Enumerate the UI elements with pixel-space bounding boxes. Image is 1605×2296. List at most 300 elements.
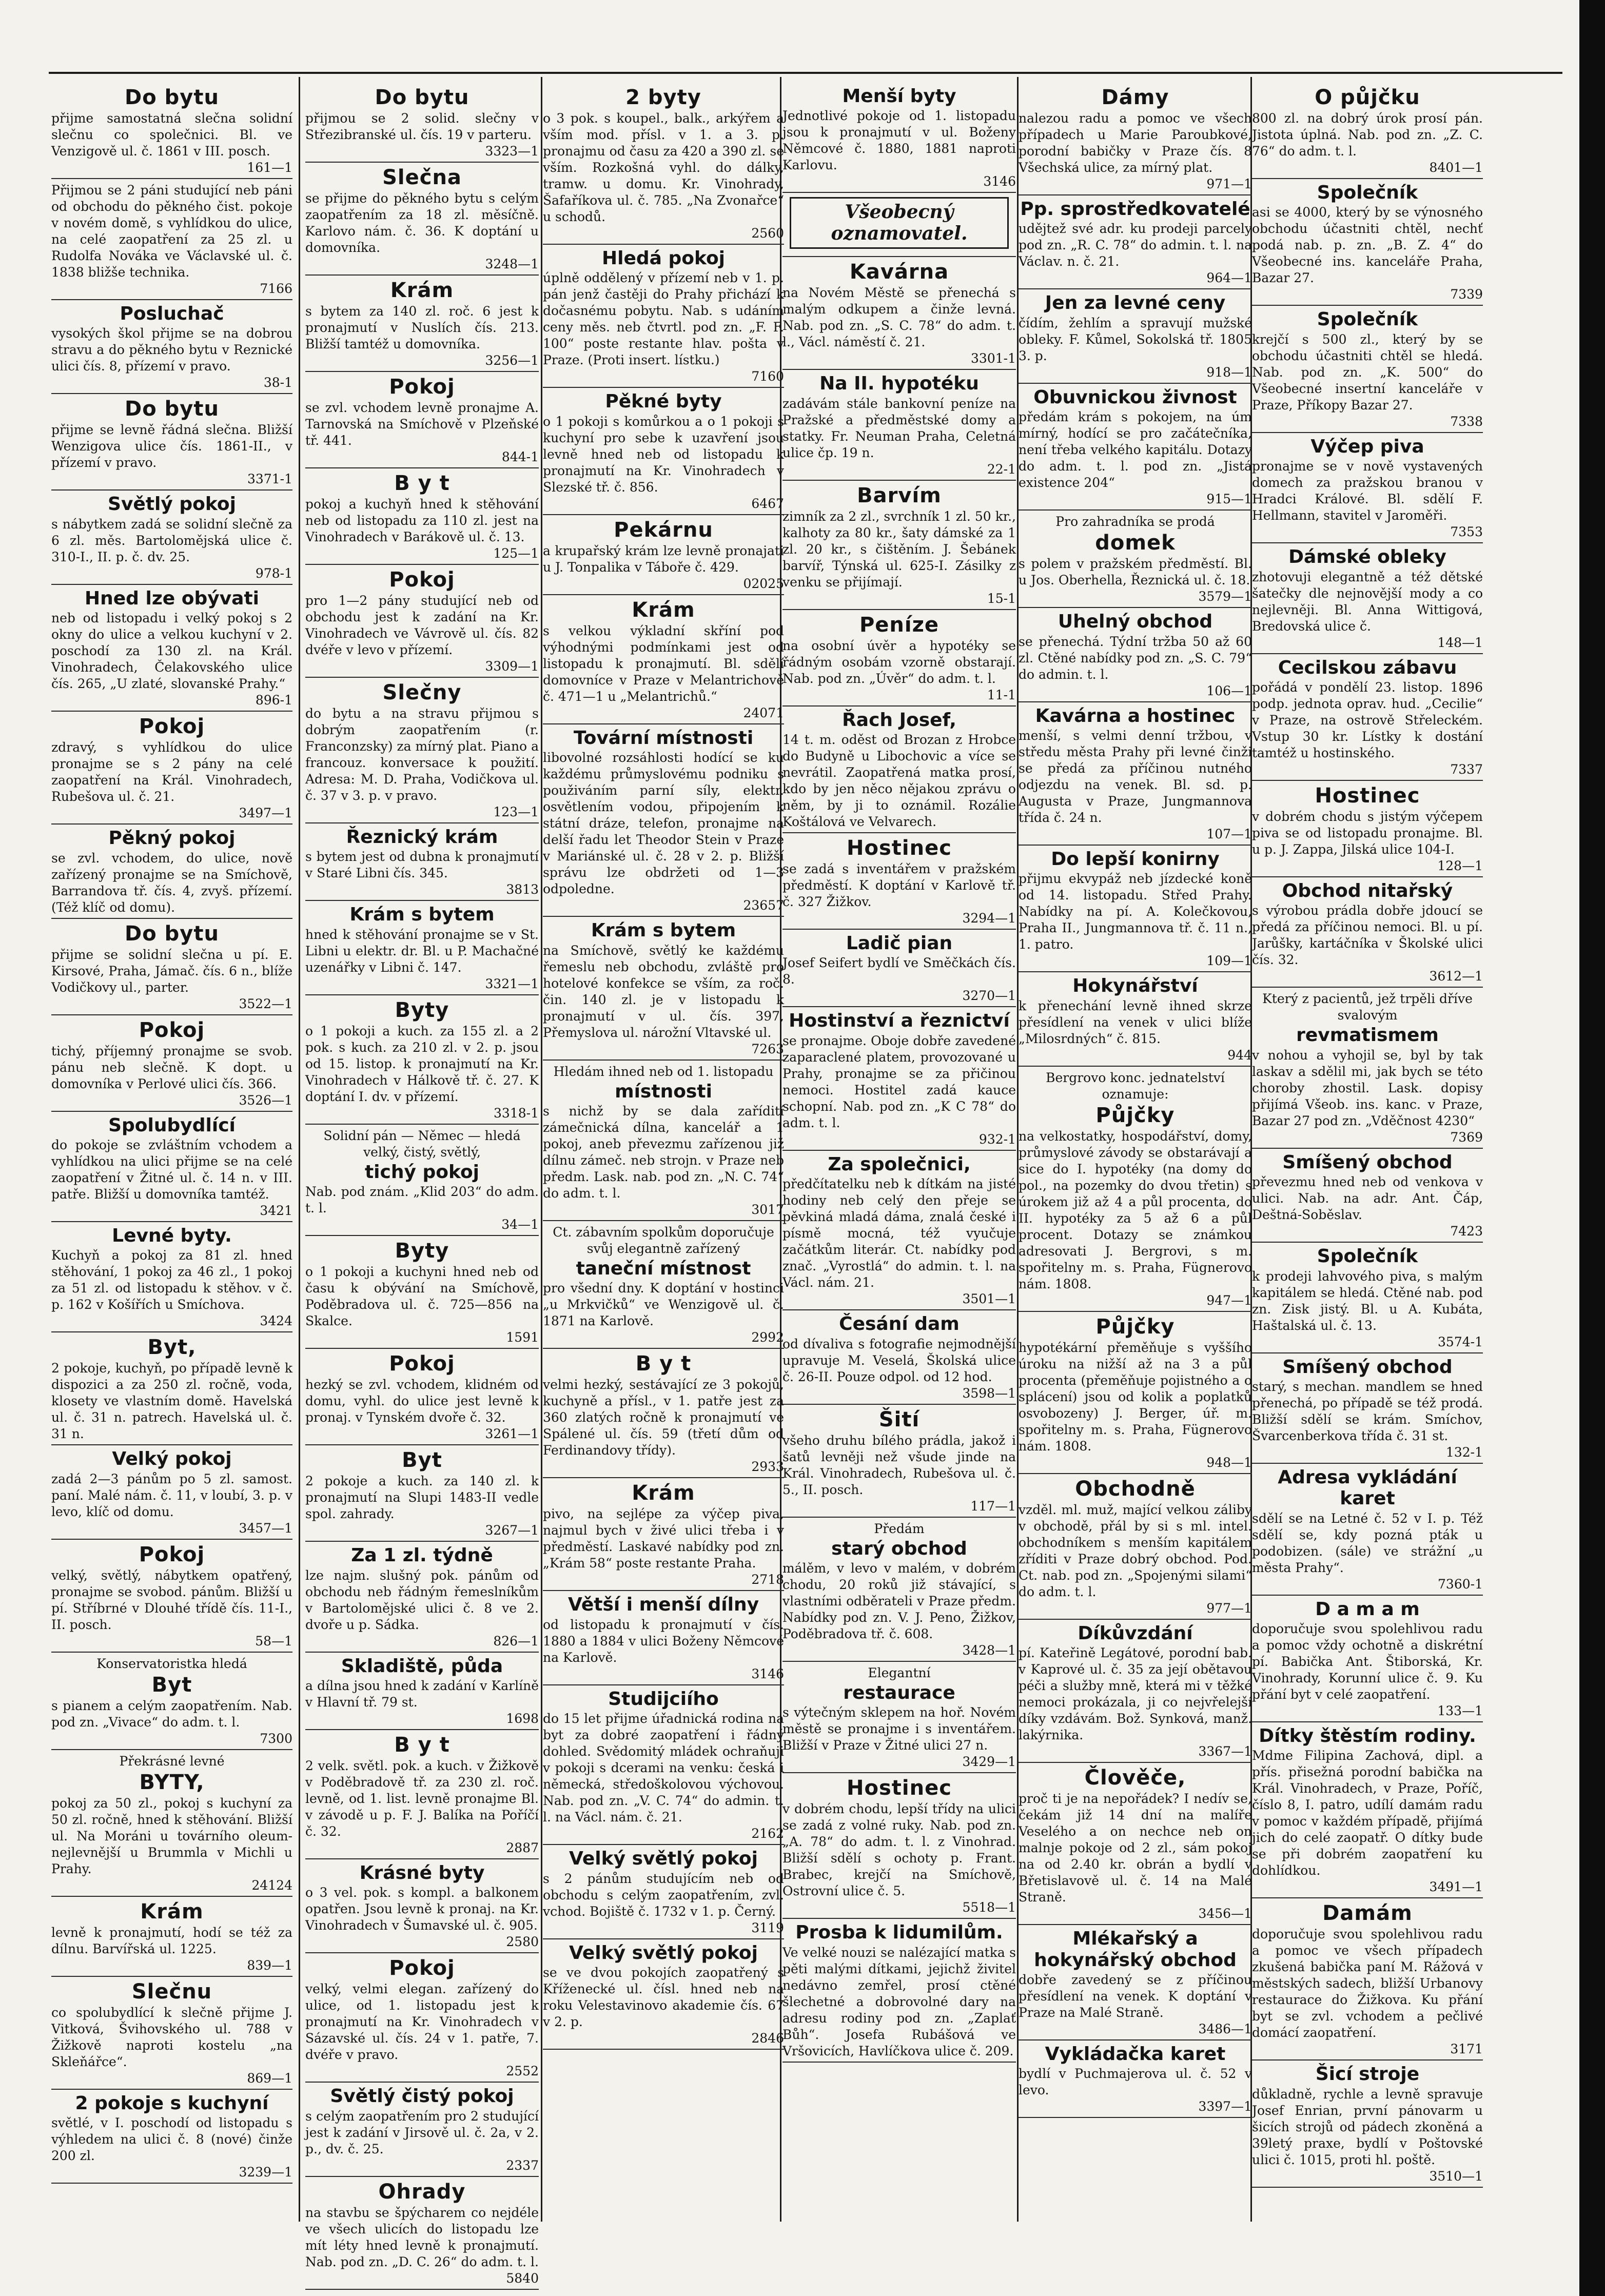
ad-headline: Pokoj [139,715,205,739]
classified-ad [51,922,292,1015]
ad-body: všeho druhu bílého prádla, jakož i šatů levněji než všude jinde na Král. Vinohradech, Rubešova ul. č. 5., II. posch. [782,1432,1016,1497]
ad-headline: Společník [1317,1246,1418,1267]
ad-number: 3017 [751,1202,784,1217]
ad-body: 800 zl. na dobrý úrok prosí pán. Jistota úplná. Nab. pod zn. „Z. C. 76“ do adm. t. l. [1252,111,1483,159]
ad-headline: Hledá pokoj [601,248,726,269]
ad-headline: BYTY, [139,1770,205,1794]
classified-ad [51,1900,292,1977]
ad-body: o 1 pokoji a kuchyni hned neb od času k obývání na Smíchově, Poděbradova ul. č. 725—856 na Skalce. [305,1264,539,1329]
ad-body: bydlí v Puchmajerova ul. č. 52 v levo. [1019,2066,1252,2098]
ad-body: s pianem a celým zaopatřením. Nab. pod zn. „Vivace“ do adm. t. l. [51,1698,292,1730]
ad-number: 3456—1 [1198,1906,1252,1921]
classified-ad [305,2180,539,2290]
ad-body: se přijme do pěkného bytu s celým zaopatřením za 18 zl. měsíčně. Karlovo nám. č. 36. K doptání u domovníka. [305,191,539,255]
classified-ad [51,1543,292,1653]
ad-body: se přenechá. Týdní tržba 50 až 60 zl. Ctěné nabídky pod zn. „S. C. 79“ do admin. t. l. [1019,634,1252,682]
ad-headline: Krám [632,1481,695,1505]
ad-number: 3526—1 [239,1092,292,1108]
ad-number: 915—1 [1206,492,1252,507]
ad-number: 148—1 [1437,635,1483,650]
classified-ad [782,1313,1016,1404]
classified-ad [305,681,539,823]
ad-headline: místnosti [615,1081,712,1102]
ad-body: čídím, žehlím a spravují mužské obleky. F. Kůmel, Sokolská tř. 1805 3. p. [1019,315,1252,363]
ad-body: levně k pronajmutí, hodí se též za dílnu. Barvířská ul. 1225. [51,1925,292,1956]
ad-number: 2162 [751,1826,784,1841]
classified-ad [1019,1766,1252,1925]
ad-body: 2 pokoje, kuchyň, po případě levně k dispozici a za 250 zl. ročně, voda, klosety ve vlastním domě. Havelská ul. č. 31 n. patrech. Havelská ul. č. 31 n. [51,1361,292,1442]
ad-body: na stavbu se špýcharem co nejdéle ve všech ulicích do listopadu lze mít léty hned levně k pronajmutí. Nab. pod zn. „D. C. 26“ do adm. t. l. [305,2205,539,2269]
ad-number: 7300 [260,1731,292,1746]
ad-headline: Hostinec [847,836,952,860]
ad-headline: Slečnu [131,1979,212,2004]
ad-body: Nab. pod znám. „Klid 203“ do adm. t. l. [305,1184,539,1216]
ad-headline: Krám [140,1899,204,1924]
ad-body: zdravý, s vyhlídkou do ulice pronajme se s 2 pány na celé zaopatření na Král. Vinohradech, Rubešova ul. č. 21. [51,740,292,804]
ad-body: s nichž by se dala zařídití zámečnická dílna, kancelář a 1 pokoj, aneb převezmu zařízenou již dílnu zámeč. neb strojn. v Praze neb předm. Lask. nab. pod zn. „N. C. 74“ do adm. t. l. [543,1103,784,1201]
classified-ad [1252,2064,1483,2187]
ad-body: zhotovuji elegantně a též dětské šatečky dle nejnovější mody a co nejlevněji. Bl. Anna Wittigová, Bredovská ulice č. [1252,569,1483,634]
classified-ad [1252,1901,1483,2060]
ad-number: 844-1 [501,449,539,464]
classified-ad [1019,849,1252,972]
ad-number: 3428—1 [962,1642,1016,1658]
ad-body: málěm, v levo v malém, v dobrém chodu, 20 roků již stávající, s vlastními odběrateli v Praze předm. Nabídky pod zn. V. J. Peno, Žižkov, Poděbradova tř. č. 608. [782,1560,1016,1641]
classified-ad [51,494,292,584]
ad-body: nalezou radu a pomoc ve všech případech u Marie Paroubkové, porodní babičky v Praze čís. 8 Všechská ulice, za mírný plat. [1019,111,1252,175]
classified-ad [782,373,1016,480]
ad-headline: Do bytu [125,397,219,421]
ad-body: starý, s mechan. mandlem se hned přenechá, po případě se též prodá. Bližší sdělí se krám. Smíchov, Švarcenberkova třída č. 31 st. [1252,1379,1483,1443]
classified-ad [1019,292,1252,383]
classified-ad [1252,182,1483,306]
classified-ad [1019,199,1252,289]
ad-headline: Mlékařský a hokynářský obchod [1034,1928,1237,1971]
classified-ad [305,1448,539,1542]
ad-lead-in: Solidní pán — Němec — hledá velký, čistý, světlý, [323,1128,521,1160]
ad-headline: Byty [395,998,449,1022]
classified-ad [51,828,292,918]
ad-number: 3429—1 [962,1754,1016,1770]
ad-body: do pokoje se zvláštním vchodem a vyhlídkou na ulici přijme se na celé zaopatření v Žitné ul. č. 14 n. v III. patře. Bližší u domovníka tamtéž. [51,1137,292,1202]
classified-ad [1019,1477,1252,1620]
ad-number: 7423 [1450,1224,1483,1239]
classified-ad [782,1922,1016,2062]
ad-number: 2933 [751,1459,784,1475]
classified-ad [305,1545,539,1652]
ad-headline: Obchod nitařský [1282,880,1453,901]
ad-number: 3421 [260,1203,292,1218]
classified-ad [1019,514,1252,608]
classified-ad [543,598,784,724]
ad-body: libovolné rozsáhlosti hodící se ku každému průmyslovému podniku s použiváním parní síly, elektr. osvětlením vodou, připojením k státní dráze, telefon, pronajme na delší řadu let Theodor Stein v Praze v Mariánské ul. č. 28 v 2. p. Bližší správu lze obdržeti od 1—3 odpoledne. [543,750,784,897]
ad-number: 2992 [751,1330,784,1345]
ad-body: pro všední dny. K doptání v hostinci „u Mrkvičků“ ve Wenzigově ul. č. 1871 na Karlově. [543,1281,784,1329]
classified-ad [51,1656,292,1750]
ad-body: zimník za 2 zl., svrchník 1 zl. 50 kr., kalhoty za 80 kr., šaty dámské za 1 zl. 20 kr., s čištěním. J. Šebánek barvíř, Týnská ul. 625-I. Zásilky z venku se přijímají. [782,508,1016,590]
classified-ad [782,260,1016,370]
ad-column-1 [51,85,292,2214]
ad-headline: Do bytu [125,86,219,109]
ad-number: 2580 [506,1934,539,1950]
ad-number: 7338 [1450,414,1483,429]
ad-headline: domek [1095,531,1176,555]
classified-ad [51,303,292,394]
classified-ad [543,1942,784,2050]
ad-number: 2560 [751,226,784,241]
ad-number: 2552 [506,2064,539,2079]
classified-ad [1019,611,1252,702]
ad-number: 3522—1 [239,996,292,1011]
classified-ad [782,710,1016,833]
classified-ad [782,1154,1016,1310]
ad-number: 3256—1 [485,353,539,368]
top-rule [49,72,1562,74]
ad-body: vysokých škol přijme se na dobrou stravu a do pěkného bytu v Reznické ulici čís. 8, přízemí v pravo. [51,326,292,374]
ad-body: doporučuje svou spolehlivou radu a pomoc ve všech případech zkušená babička paní M. Rážová v městských sadech, bližší Urbanovy restaurace do Žižkova. Ku přání byt se zvl. vchodem a pečlivé domácí zaopatření. [1252,1927,1483,2040]
ad-headline: Posluchač [120,303,224,324]
ad-body: do 15 let přijme úřadnická rodina na byt za dobré zaopatření i řádný dohled. Svědomitý mládek ochraňuji v pokoji s dcerami na venku: česká i německá, středoškolovou výchovou. Nab. pod zn. „V. C. 74“ do admin. t. l. na Václ. nám. č. 21. [543,1711,784,1825]
ad-headline: Půjčky [1095,1314,1175,1339]
ad-body: s výtečným sklepem na hoř. Novém městě se pronajme i s inventářem. Bližší v Praze v Žitné ulici 27 n. [782,1705,1016,1753]
ad-headline: restaurace [843,1682,955,1703]
ad-body: pro 1—2 pány studující neb od obchodu jest k zadání na Kr. Vinohradech ve Vávrově ul. čís. 82 dvéře v levo v přízemí. [305,593,539,657]
ad-body: pokoj a kuchyň hned k stěhování neb od listopadu za 110 zl. jest na Vinohradech v Barákově ul. č. 13. [305,497,539,544]
classified-ad [1019,975,1252,1066]
ad-headline: Spolubydlící [108,1114,236,1136]
classified-ad [305,1956,539,2083]
ad-body: v dobrém chodu s jistým výčepem piva se od listopadu pronajme. Bl. u p. J. Zappa, Jilská ulice 104-I. [1252,809,1483,857]
classified-ad [543,1481,784,1591]
ad-lead-in: Předám [874,1521,925,1536]
classified-ad [1252,1599,1483,1722]
ad-body: udějtež své adr. ku prodeji parcely pod zn. „R. C. 78“ do admin. t. l. na Václav. n. č. 21. [1019,221,1252,269]
ad-number: 3486—1 [1198,2021,1252,2036]
ad-headline: Do lepší konirny [1051,848,1220,870]
ad-body: asi se 4000, který by se výnosného obchodu účastniti chtěl, nechť podá nab. p. zn. „B. Z. 4“ do Všeobecné ins. kanceláře Praha, Bazar 27. [1252,205,1483,286]
classified-ad [782,613,1016,707]
classified-ad [51,588,292,712]
ad-headline: Pekárnu [614,518,713,542]
classified-ad [1252,1152,1483,1243]
ad-headline: Prosba k lidumilům. [795,1922,1003,1944]
ad-headline: Výčep piva [1310,436,1424,457]
ad-body: s velkou výkladní skříní pod výhodnými podmínkami jest od listopadu k pronajmutí. Bl. sdělí domovníce v Praze v Melantrichově č. 471—1 u „Melantrichů.“ [543,623,784,704]
classified-ad [51,86,292,179]
classified-ad [543,1848,784,1939]
ad-headline: revmatismem [1296,1025,1439,1046]
ad-headline: D a m a m [1315,1598,1420,1620]
classified-ad [1252,784,1483,877]
classified-ad [782,197,1016,257]
ad-number: 978-1 [255,565,292,581]
ad-body: na Smíchově, světlý ke každému řemeslu neb obchodu, zvláště pro hotelové konfekce se vším, za roč. čin. 140 zl. je v listopadu k pronajmutí v ul. čís. 397, Přemyslova ul. nárožní Vltavské ul. [543,943,784,1040]
classified-ad [305,375,539,468]
ad-number: 2718 [751,1572,784,1587]
ad-body: Mdme Filipina Zachová, dipl. a přís. přisežná porodní babička na Král. Vinohradech, v Praze, Poříč, číslo 8, I. patro, udílí damám radu v pomoc v každém případě, přijímá jich do celé zaopatř. O dítky bude se při dobrém zaopatření ku dohlídkou. [1252,1748,1483,1878]
ad-headline: Peníze [859,613,939,637]
ad-headline: Damám [1322,1901,1413,1926]
ad-body: Kuchyň a pokoj za 81 zl. hned stěhování, 1 pokoj za 46 zl., 1 pokoj za 51 zl. od listopadu k stěhov. v č. p. 162 v Košířích u Smíchova. [51,1248,292,1312]
ad-number: 24124 [251,1877,292,1893]
classified-ad [1019,1623,1252,1763]
classified-ad [782,933,1016,1007]
classified-ad [1252,1467,1483,1596]
classified-ad [543,1064,784,1221]
classified-ad [51,182,292,300]
ad-headline: Kavárna [849,260,949,284]
ad-body: na osobní úvěr a hypotéky se řádným osobám vzorně obstarají. Nab. pod zn. „Úvěr“ do adm. t. l. [782,638,1016,686]
ad-body: pořádá v pondělí 23. listop. 1896 podp. jednota oprav. hud. „Cecilie“ v Praze, na ostrově Střeleckém. Vstup 30 kr. Lístky k dostání tamtéž u hostinského. [1252,679,1483,760]
ad-number: 3301-1 [971,351,1016,366]
ad-headline: Do bytu [125,921,219,946]
ad-headline: starý obchod [831,1538,967,1559]
classified-ad [782,1408,1016,1518]
ad-number: 3813 [506,882,539,897]
classified-ad [305,1656,539,1730]
classified-ad [305,279,539,372]
ad-column-3 [543,85,784,2214]
ad-number: 3171 [1450,2042,1483,2057]
ad-body: a krupařský krám lze levně pronajati u J. Tonpalika v Táboře č. 429. [543,543,784,575]
ad-headline: Světlý čistý pokoj [330,2086,514,2107]
ad-headline: Slečny [382,681,462,704]
ad-headline: Krám [632,598,695,622]
ad-body: Ve velké nouzi se nalézající matka s pěti malými dítkami, jejichž živitel nedávno zemřel, prosí ctěné šlechetné a dobrovolné dary na adresu rodiny pod zn. „Zaplať Bůh“. Josefa Rubášová ve Vršovicích, Havlíčkova ulice č. 209. [782,1945,1016,2058]
ad-headline: Barvím [857,483,942,507]
ad-headline: Pokoj [389,375,455,399]
ad-body: hypotékární přeměňuje s vyššího úroku na nižší až na 3 a půl procenta (přeměňuje pojistného a o splácení) jsou od kolik a poplatků osvobozeny) J. Berger, úř. m. spořitelny m. s. Praha, Fügnerovo nám. 1808. [1019,1340,1252,1454]
ad-body: s polem v pražském předměstí. Bl. u Jos. Oberhella, Řeznická ul. č. 18. [1019,556,1252,588]
classified-ad [305,472,539,565]
classified-ad [305,1239,539,1349]
ad-body: se zadá s inventářem v pražském předměstí. K doptání v Karlově tř. č. 327 Žižkov. [782,861,1016,909]
ad-number: 3146 [751,1666,784,1681]
classified-ad [305,998,539,1125]
classified-ad [782,1010,1016,1150]
ad-number: 3612—1 [1429,969,1483,984]
ad-number: 947—1 [1206,1292,1252,1308]
ad-headline: Byt [151,1673,192,1697]
ad-headline: Světlý pokoj [108,494,236,515]
classified-ad [1252,86,1483,179]
ad-number: 22-1 [987,461,1016,477]
ad-number: 2337 [506,2157,539,2173]
ad-number: 161—1 [247,160,292,175]
ad-headline: Krám s bytem [591,920,736,941]
ad-headline: Pokoj [389,1352,455,1376]
ad-body: krejčí s 500 zl., který by se obchodu účastniti chtěl se hledá. Nab. pod zn. „K. 500“ do Všeobecné insertní kanceláře v Praze, Příkopy Bazar 27. [1252,331,1483,413]
ad-headline: Byt [402,1448,442,1473]
ad-number: 3501—1 [962,1291,1016,1307]
ad-number: 839—1 [247,1957,292,1973]
ad-headline: Pokoj [389,1956,455,1980]
ad-number: 11-1 [987,687,1016,702]
ad-body: Josef Seifert bydlí ve Směčkách čís. 8. [782,955,1016,987]
ad-number: 964—1 [1206,270,1252,286]
classified-ad [782,86,1016,193]
ad-number: 3261—1 [485,1426,539,1442]
ad-headline: Člověče, [1084,1766,1186,1790]
ad-body: důkladně, rychle a levně spravuje Josef Enrian, první pánovarm u šicích strojů od pádech zkoněná a 39letý praxe, bydlí v Poštovské ulici č. 1015, proti hl. poště. [1252,2086,1483,2167]
ad-number: 869—1 [247,2070,292,2086]
ad-headline: Šití [878,1407,920,1431]
ad-headline: Uhelný obchod [1058,611,1213,633]
ad-number: 3367—1 [1198,1744,1252,1759]
ad-number: 896-1 [255,693,292,708]
ad-number: 3270—1 [962,988,1016,1004]
ad-column-2 [305,85,539,2286]
classified-ad [782,1776,1016,1919]
ad-headline: Vykládačka karet [1045,2043,1226,2065]
classified-ad [51,2093,292,2184]
ad-number: 7353 [1450,524,1483,540]
ad-number: 117—1 [970,1498,1016,1514]
ad-body: převezmu hned neb od venkova v ulici. Nab. na adr. Ant. Čáp, Deštná-Soběslav. [1252,1174,1483,1223]
ad-headline: B y t [635,1352,692,1376]
ad-headline: Obchodně [1075,1477,1196,1501]
ad-body: pí. Kateřině Legátové, porodní bab. v Kaprové ul. č. 35 za její obětavou péči a služby mně, která mi v těžké nemoci prokázala, ji co nejvřelejší díky vzdávám. Bož. Synková, manž. lakýrnika. [1019,1645,1252,1743]
ad-number: 3397—1 [1198,2099,1252,2114]
ad-body: vzděl. ml. muž, mající velkou záliby v obchodě, přál by si s ml. intel. obchodníkem s menším kapitálem zříditi v Praze dobrý obchod. Pod. Ct. nab. pod zn. „Spojenými silami“ do adm. t. l. [1019,1502,1252,1599]
ad-number: 2887 [506,1840,539,1855]
section-banner: Všeobecný oznamovatel. [790,197,1009,249]
ad-number: 15-1 [987,591,1016,606]
classified-ad [1252,880,1483,988]
ad-number: 125—1 [493,546,539,561]
ad-headline: Hostinec [847,1776,952,1800]
ad-headline: Kavárna a hostinec [1035,705,1236,727]
classified-ad [782,1521,1016,1662]
classified-ad [543,518,784,595]
ad-headline: O půjčku [1315,86,1420,109]
ad-body: na Novém Městě se přenechá s malým odkupem a činže levná. Nab. pod zn. „S. C. 78“ do adm. t. l., Václ. náměstí č. 21. [782,285,1016,350]
ad-headline: Řeznický krám [346,827,498,848]
ad-headline: Řach Josef, [842,709,956,731]
ad-headline: tichý pokoj [364,1161,480,1183]
ad-body: tichý, příjemný pronajme se svob. pánu neb slečně. K dopt. u domovníka v Perlové ulici čís. 366. [51,1043,292,1091]
ad-body: světlé, v I. poschodí od listopadu s výhledem na ulici č. 8 (nové) činže 200 zl. [51,2115,292,2164]
ad-body: pronajme se v nově vystavených domech za pražskou branou v Hradci Králové. Bl. sdělí F. Hellmann, stavitel v Jaroměři. [1252,459,1483,523]
ad-column-6 [1252,85,1483,2214]
ad-headline: Ohrady [378,2180,466,2204]
ad-number: 3294—1 [962,910,1016,926]
ad-number: 6467 [751,496,784,511]
classified-ad [782,484,1016,610]
ad-number: 123—1 [493,804,539,819]
ad-number: 3323—1 [485,144,539,159]
classified-ad [543,728,784,917]
ad-number: 3309—1 [485,659,539,674]
ad-headline: Za 1 zl. týdně [351,1545,493,1566]
ad-number: 7369 [1450,1129,1483,1145]
ad-body: 2 pokoje a kuch. za 140 zl. k pronajmutí na Slupi 1483-II vedle spol. zahrady. [305,1474,539,1522]
classified-ad [543,86,784,245]
ad-number: 3574-1 [1438,1334,1483,1349]
ad-body: zadávám stále bankovní peníze na Pražské a předměstské domy a statky. Fr. Neuman Praha, Celetná ulice čp. 19 n. [782,396,1016,460]
ad-body: přijme se levně řádná slečna. Bližší Wenzigova ulice čís. 1861-II., v přízemí v pravo. [51,422,292,470]
ad-number: 918—1 [1206,364,1252,380]
classified-ad [1019,2044,1252,2118]
column-rule [299,77,300,2222]
ad-body: přijme se solidní slečna u pí. E. Kirsové, Praha, Jámač. čís. 6 n., blíže Vodičkovy ul., parter. [51,947,292,995]
ad-number: 944 [1227,1047,1252,1063]
ad-headline: Dítky štěstím rodiny. [1259,1725,1476,1747]
ad-column-5 [1019,85,1252,2214]
ad-body: přijmu ekvypáž neb jízdecké koně od 14. listopadu. Střed Prahy. Nabídky na pí. A. Kolečkovou, Praha II., Jungmannova tř. č. 11 n., 1. patro. [1019,871,1252,952]
ad-number: 3424 [260,1313,292,1329]
ad-body: 2 velk. světl. pok. a kuch. v Žižkově v Poděbradově tř. za 230 zl. roč. levně, od 1. list. levně pronajme Bl. v závodě u p. F. J. Balíka na Poříčí č. 32. [305,1758,539,1839]
ad-headline: Hostinství a řeznictví [789,1010,1010,1032]
ad-lead-in: Hledám ihned neb od 1. listopadu [553,1064,774,1079]
ad-body: velký, světlý, nábytkem opatřený, pronajme se svobod. pánům. Bližší u pí. Stříbrné v Dlouhé třídě čís. 11-I., II. posch. [51,1567,292,1632]
classified-ad [1252,657,1483,781]
classified-ad [782,1665,1016,1773]
ad-body: s 2 pánům studujícím neb od obchodu s celým zaopatřením, zvl. vchod. Bojiště č. 1732 v 1. p. Černý. [543,1871,784,1919]
column-rule [541,77,542,2222]
ad-headline: B y t [394,1733,450,1757]
ad-number: 24071 [743,705,784,720]
classified-ad [1019,1070,1252,1312]
ad-headline: Společník [1317,309,1418,330]
ad-body: dobře zavedený se z příčinou přesídlení na venek. K doptání v Praze na Malé Straně. [1019,1972,1252,2020]
ad-headline: Skladiště, půda [341,1655,503,1677]
ad-body: Jednotlivé pokoje od 1. listopadu jsou k pronajmutí v ul. Boženy Němcové č. 1880, 1881 naproti Karlovu. [782,108,1016,173]
ad-body: o 3 pok. s koupel., balk., arkýřem a vším mod. přísl. v 1. a 3. p. pronajmu od času za 420 a 390 zl. se vším. Rozkošná vyhl. do dálky, tramw. u domu. Kr. Vinohrady, Šafaříkova ul. č. 785. „Na Zvonařce“ u schodů. [543,111,784,224]
ad-headline: 2 byty [625,86,701,109]
classified-ad [543,248,784,388]
classified-ad [51,715,292,825]
ad-body: předám krám s pokojem, na úm mírný, hodící se pro začátečníka, není třeba velkého kapitálu. Dotazy do adm. t. l. pod zn. „Jistá existence 204“ [1019,409,1252,490]
ad-headline: Byt, [147,1336,197,1360]
ad-number: 3371-1 [247,472,292,487]
ad-number: 3318-1 [494,1105,539,1121]
ad-body: o 1 pokoji s komůrkou a o 1 pokoji s kuchyní pro sebe k uzavření jsou levně hned neb od listopadu k pronajmutí na Kr. Vinohradech v Slezské tř. č. 856. [543,414,784,495]
ad-body: od dívaliva s fotografie nejmodnější upravuje M. Veselá, Školská ulice č. 26-II. Pouze odpol. od 12 hod. [782,1336,1016,1384]
classified-ad [543,1594,784,1685]
classified-ad [51,1018,292,1112]
classified-ad [1252,309,1483,433]
ad-number: 948—1 [1206,1455,1252,1470]
ad-lead-in: Pro zahradníka se prodá [1055,514,1215,529]
classified-ad [51,1115,292,1222]
ad-lead-in: Který z pacientů, jež trpěli dříve svalovým [1262,991,1473,1023]
ad-body: se ve dvou pokojích zaopatřený s Kříženecké ul. čísl. hned neb na roku Velestavinovo akademie čís. 67 v 2. p. [543,1965,784,2029]
ad-headline: Adresa vykládání karet [1278,1466,1457,1509]
classified-ad [1019,1315,1252,1474]
ad-headline: Půjčky [1095,1103,1175,1127]
ad-headline: taneční místnost [576,1258,751,1279]
ad-headline: Smíšený obchod [1282,1356,1453,1378]
ad-body: Přijmou se 2 páni studující neb páni od obchodu do pěkného čist. pokoje v novém domě, s vyhlídkou do ulice, na celé zaopatření za 25 zl. u Rudolfa Nováka ve Václavské ul. č. 1838 bližše technika. [51,183,292,280]
classified-ad [51,1753,292,1897]
ad-headline: Studijciího [608,1688,719,1710]
classified-ad [543,1224,784,1349]
classified-ad [1252,546,1483,654]
classified-ad [1019,86,1252,195]
ad-body: menší, s velmi denní tržbou, v středu města Prahy při levné činži se předá za příčinou nutného odjezdu na venek. Bl. sd. p. Augusta v Praze, Jungmannova třída č. 24 n. [1019,728,1252,825]
classified-ad [51,397,292,490]
ad-body: se zvl. vchodem, do ulice, nově zařízený pronajme se na Smíchově, Barrandova tř. čís. 4, zvyš. přízemí. (Též klíč od domu). [51,850,292,915]
classified-ad [1252,1357,1483,1464]
classified-ad [543,1352,784,1478]
ad-column-4 [782,85,1016,2214]
ad-headline: Smíšený obchod [1282,1151,1453,1173]
classified-ad [51,1225,292,1332]
classified-ad [543,1689,784,1845]
ad-body: od listopadu k pronajmutí v čís. 1880 a 1884 v ulici Boženy Němcové na Karlově. [543,1617,784,1665]
ad-lead-in: Překrásné levné [119,1753,225,1769]
